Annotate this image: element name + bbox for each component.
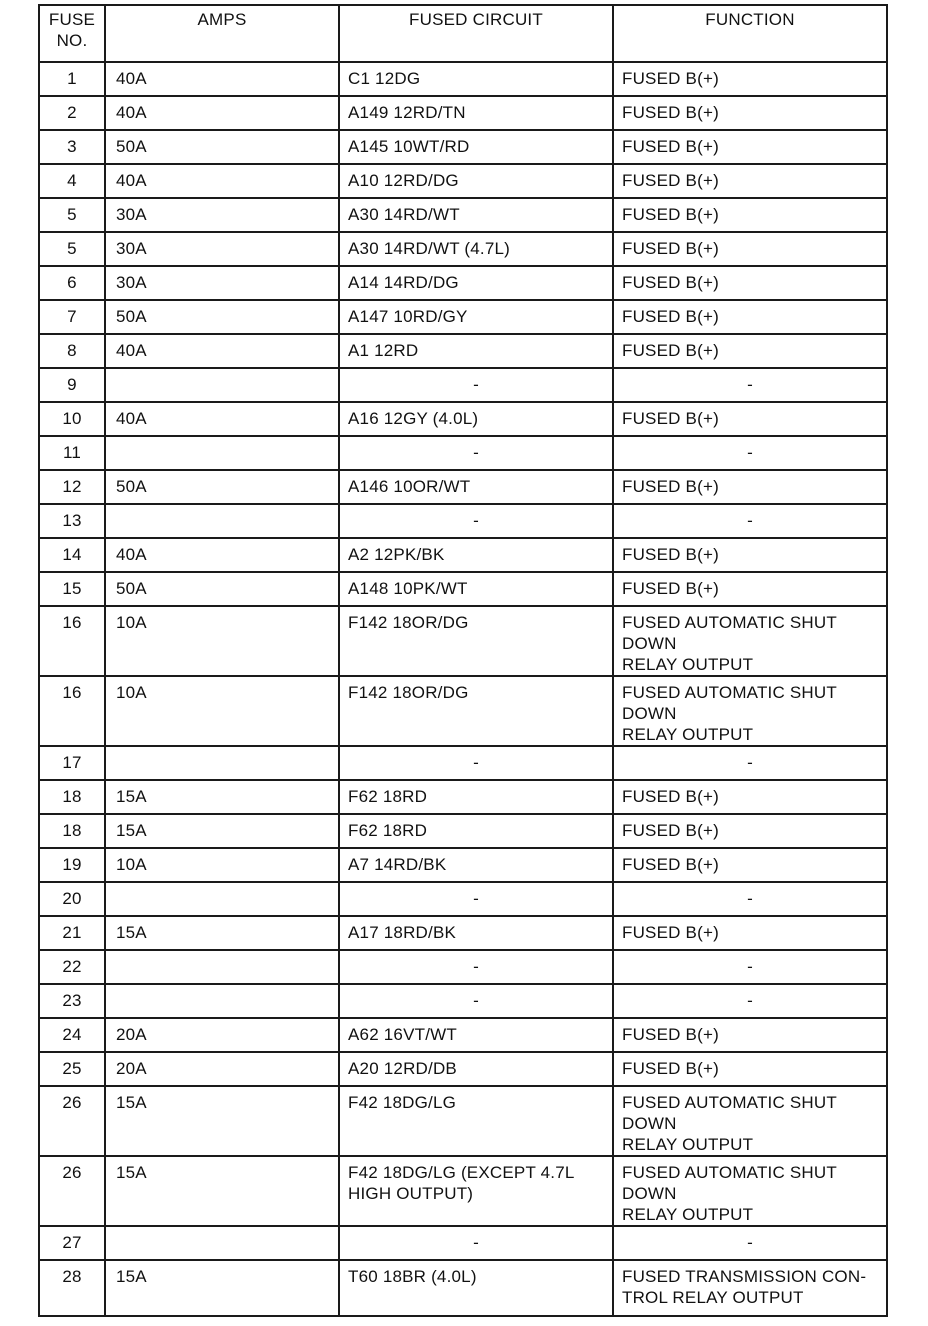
amps-cell: 15A	[105, 780, 339, 814]
amps-cell: 15A	[105, 1156, 339, 1226]
amps-cell: 30A	[105, 198, 339, 232]
function-cell: -	[613, 984, 887, 1018]
function-cell: -	[613, 1226, 887, 1260]
table-row	[39, 814, 887, 848]
fused-circuit-cell: -	[339, 950, 613, 984]
table-row	[39, 96, 887, 130]
table-row	[39, 1260, 887, 1316]
table-row	[39, 746, 887, 780]
table-row	[39, 334, 887, 368]
function-cell: FUSED B(+)	[613, 572, 887, 606]
function-cell: -	[613, 368, 887, 402]
fuse-no-cell: 18	[39, 814, 105, 848]
fused-circuit-cell: F142 18OR/DG	[339, 606, 613, 676]
function-cell: FUSED B(+)	[613, 1018, 887, 1052]
table-row	[39, 232, 887, 266]
amps-cell	[105, 436, 339, 470]
fuse-no-cell: 16	[39, 606, 105, 676]
fused-circuit-cell: F42 18DG/LG (EXCEPT 4.7L HIGH OUTPUT)	[339, 1156, 613, 1226]
fused-circuit-cell: A148 10PK/WT	[339, 572, 613, 606]
fuse-no-cell: 24	[39, 1018, 105, 1052]
amps-cell: 50A	[105, 572, 339, 606]
fused-circuit-cell: A30 14RD/WT (4.7L)	[339, 232, 613, 266]
fused-circuit-cell: A2 12PK/BK	[339, 538, 613, 572]
fused-circuit-cell: A10 12RD/DG	[339, 164, 613, 198]
function-cell: -	[613, 950, 887, 984]
table-row	[39, 606, 887, 676]
fuse-no-cell: 5	[39, 232, 105, 266]
amps-cell: 10A	[105, 848, 339, 882]
fuse-no-cell: 25	[39, 1052, 105, 1086]
table-row	[39, 572, 887, 606]
table-row	[39, 916, 887, 950]
amps-cell: 15A	[105, 1086, 339, 1156]
amps-cell	[105, 950, 339, 984]
amps-cell: 50A	[105, 130, 339, 164]
fused-circuit-cell: F42 18DG/LG	[339, 1086, 613, 1156]
fused-circuit-cell: F62 18RD	[339, 780, 613, 814]
fuse-no-cell: 21	[39, 916, 105, 950]
amps-cell	[105, 368, 339, 402]
fused-circuit-cell: A14 14RD/DG	[339, 266, 613, 300]
table-header	[39, 5, 887, 62]
function-cell: FUSED B(+)	[613, 130, 887, 164]
function-cell: FUSED B(+)	[613, 96, 887, 130]
fuse-no-cell: 26	[39, 1086, 105, 1156]
amps-cell	[105, 984, 339, 1018]
fuse-no-cell: 15	[39, 572, 105, 606]
table-body	[39, 62, 887, 1316]
fused-circuit-cell: -	[339, 882, 613, 916]
function-cell: FUSED B(+)	[613, 916, 887, 950]
fuse-table	[38, 4, 888, 1317]
fused-circuit-cell: -	[339, 436, 613, 470]
fuse-no-cell: 17	[39, 746, 105, 780]
fused-circuit-cell: T60 18BR (4.0L)	[339, 1260, 613, 1316]
table-row	[39, 368, 887, 402]
fused-circuit-cell: A16 12GY (4.0L)	[339, 402, 613, 436]
fused-circuit-cell: A146 10OR/WT	[339, 470, 613, 504]
fuse-no-cell: 8	[39, 334, 105, 368]
amps-cell	[105, 882, 339, 916]
table-row	[39, 984, 887, 1018]
amps-cell: 15A	[105, 916, 339, 950]
table-row	[39, 266, 887, 300]
amps-cell: 50A	[105, 300, 339, 334]
table-row	[39, 504, 887, 538]
fused-circuit-cell: A20 12RD/DB	[339, 1052, 613, 1086]
fuse-no-cell: 5	[39, 198, 105, 232]
function-cell: FUSED AUTOMATIC SHUT DOWN RELAY OUTPUT	[613, 606, 887, 676]
table-row	[39, 300, 887, 334]
fuse-no-cell: 18	[39, 780, 105, 814]
function-cell: FUSED B(+)	[613, 266, 887, 300]
amps-cell: 40A	[105, 334, 339, 368]
table-row	[39, 538, 887, 572]
fused-circuit-cell: -	[339, 504, 613, 538]
table-row	[39, 950, 887, 984]
fuse-no-cell: 16	[39, 676, 105, 746]
fuse-no-cell: 3	[39, 130, 105, 164]
fuse-no-cell: 11	[39, 436, 105, 470]
fuse-no-cell: 28	[39, 1260, 105, 1316]
amps-cell	[105, 1226, 339, 1260]
table-row	[39, 164, 887, 198]
amps-cell: 20A	[105, 1052, 339, 1086]
table-row	[39, 1052, 887, 1086]
fused-circuit-cell: -	[339, 984, 613, 1018]
function-cell: FUSED B(+)	[613, 848, 887, 882]
fused-circuit-cell: F142 18OR/DG	[339, 676, 613, 746]
fuse-no-cell: 2	[39, 96, 105, 130]
header-amps: AMPS	[105, 5, 339, 62]
amps-cell: 40A	[105, 96, 339, 130]
function-cell: FUSED B(+)	[613, 470, 887, 504]
table-row	[39, 130, 887, 164]
table-row	[39, 676, 887, 746]
fused-circuit-cell: F62 18RD	[339, 814, 613, 848]
function-cell: FUSED B(+)	[613, 300, 887, 334]
amps-cell: 15A	[105, 1260, 339, 1316]
fuse-no-cell: 27	[39, 1226, 105, 1260]
function-cell: FUSED B(+)	[613, 62, 887, 96]
amps-cell: 40A	[105, 402, 339, 436]
fuse-no-cell: 23	[39, 984, 105, 1018]
table-row	[39, 780, 887, 814]
fuse-no-cell: 7	[39, 300, 105, 334]
fuse-no-cell: 26	[39, 1156, 105, 1226]
fused-circuit-cell: -	[339, 1226, 613, 1260]
table-row	[39, 436, 887, 470]
fused-circuit-cell: A1 12RD	[339, 334, 613, 368]
function-cell: FUSED AUTOMATIC SHUT DOWN RELAY OUTPUT	[613, 676, 887, 746]
table-row	[39, 848, 887, 882]
fuse-no-cell: 6	[39, 266, 105, 300]
fuse-no-cell: 14	[39, 538, 105, 572]
amps-cell: 30A	[105, 232, 339, 266]
amps-cell: 40A	[105, 164, 339, 198]
function-cell: FUSED AUTOMATIC SHUT DOWN RELAY OUTPUT	[613, 1086, 887, 1156]
function-cell: FUSED B(+)	[613, 334, 887, 368]
amps-cell: 40A	[105, 62, 339, 96]
amps-cell: 50A	[105, 470, 339, 504]
function-cell: -	[613, 882, 887, 916]
table-row	[39, 470, 887, 504]
table-row	[39, 402, 887, 436]
fused-circuit-cell: A7 14RD/BK	[339, 848, 613, 882]
fuse-no-cell: 4	[39, 164, 105, 198]
fuse-no-cell: 1	[39, 62, 105, 96]
table-row	[39, 1156, 887, 1226]
table-row	[39, 1226, 887, 1260]
amps-cell: 10A	[105, 676, 339, 746]
fused-circuit-cell: A62 16VT/WT	[339, 1018, 613, 1052]
fused-circuit-cell: A17 18RD/BK	[339, 916, 613, 950]
header-fuse-no: FUSE NO.	[39, 5, 105, 62]
table-row	[39, 198, 887, 232]
fused-circuit-cell: -	[339, 368, 613, 402]
amps-cell: 40A	[105, 538, 339, 572]
header-function: FUNCTION	[613, 5, 887, 62]
fused-circuit-cell: A149 12RD/TN	[339, 96, 613, 130]
function-cell: FUSED B(+)	[613, 538, 887, 572]
fuse-no-cell: 9	[39, 368, 105, 402]
function-cell: FUSED B(+)	[613, 1052, 887, 1086]
fuse-no-cell: 20	[39, 882, 105, 916]
fused-circuit-cell: A147 10RD/GY	[339, 300, 613, 334]
function-cell: FUSED B(+)	[613, 198, 887, 232]
fuse-no-cell: 10	[39, 402, 105, 436]
amps-cell: 30A	[105, 266, 339, 300]
function-cell: FUSED TRANSMISSION CON- TROL RELAY OUTPUT	[613, 1260, 887, 1316]
function-cell: -	[613, 504, 887, 538]
table-row	[39, 882, 887, 916]
fuse-no-cell: 12	[39, 470, 105, 504]
table-row	[39, 1018, 887, 1052]
amps-cell: 15A	[105, 814, 339, 848]
function-cell: FUSED B(+)	[613, 402, 887, 436]
amps-cell	[105, 746, 339, 780]
fuse-no-cell: 19	[39, 848, 105, 882]
amps-cell: 10A	[105, 606, 339, 676]
header-fused-circuit: FUSED CIRCUIT	[339, 5, 613, 62]
function-cell: -	[613, 746, 887, 780]
table-row	[39, 62, 887, 96]
function-cell: FUSED B(+)	[613, 164, 887, 198]
function-cell: -	[613, 436, 887, 470]
function-cell: FUSED B(+)	[613, 814, 887, 848]
fused-circuit-cell: A30 14RD/WT	[339, 198, 613, 232]
amps-cell	[105, 504, 339, 538]
table-row	[39, 1086, 887, 1156]
fused-circuit-cell: A145 10WT/RD	[339, 130, 613, 164]
function-cell: FUSED B(+)	[613, 232, 887, 266]
fused-circuit-cell: -	[339, 746, 613, 780]
fused-circuit-cell: C1 12DG	[339, 62, 613, 96]
fuse-no-cell: 22	[39, 950, 105, 984]
fuse-no-cell: 13	[39, 504, 105, 538]
function-cell: FUSED B(+)	[613, 780, 887, 814]
function-cell: FUSED AUTOMATIC SHUT DOWN RELAY OUTPUT	[613, 1156, 887, 1226]
amps-cell: 20A	[105, 1018, 339, 1052]
